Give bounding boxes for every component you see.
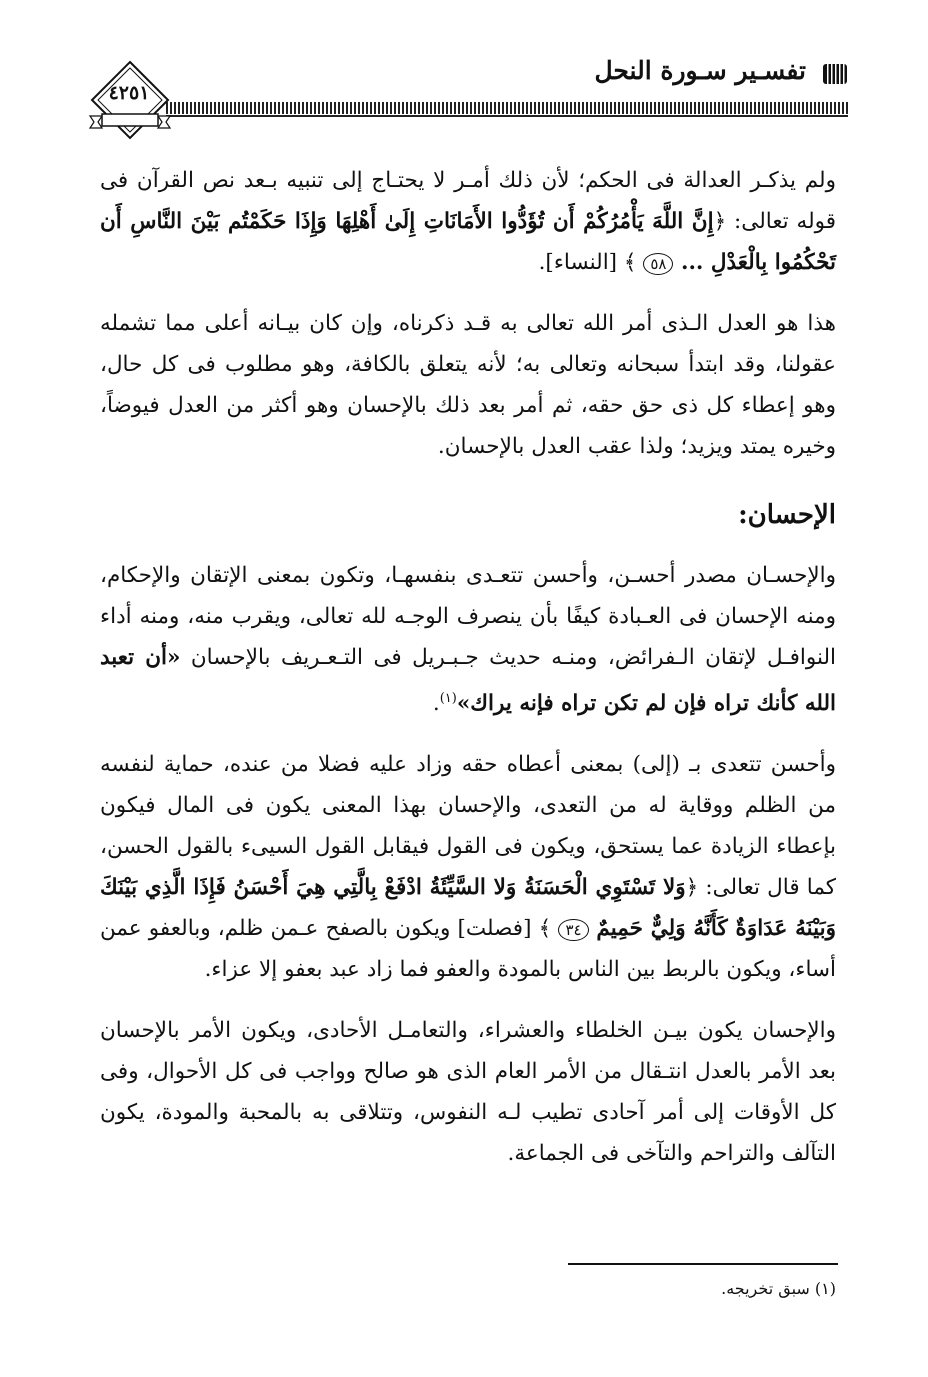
text: وأحسن تتعدى بـ (إلى) بمعنى أعطاه حقه وزاد عليه فضلا من عنده، حماية لنفسه من الظلم ووقاية له من التعدى، والإحسان بهذا المعنى يكون فى المال فيكون بإعطاء الزيادة عما يستحق، ويكون فى القول فيقابل القول السيىء بالقول الحسن، كما قال تعالى: ﴿ [100,752,836,901]
paragraph-5: والإحسان يكون بيـن الخلطاء والعشراء، والتعامـل الأحادى، ويكون الأمر بالإحسان بعد الأمر بالعدل انتـقال من الأمر العام الذى هو صالح وواجب فى كل الأحوال، وفى كل الأوقات إلى أمر آحادى تطيب لـه النفوس، وتتلاقى به بالمحبة والمودة، يكون التآلف والتراحم والتآخى فى الجماعة. [100,1018,836,1167]
header-rule [166,102,848,114]
page-number: ٤٢٥١ [108,82,150,104]
running-title: تفسـير سـورة النحل [594,56,806,85]
paragraph-3 [100,555,836,724]
main-text [100,160,836,1174]
quran-verse: وَلا تَسْتَوِي الْحَسَنَةُ وَلا السَّيِّئَةُ ادْفَعْ بِالَّتِي هِيَ أَحْسَنُ فَإِذَا الَّذِي بَيْنَكَ وَبَيْنَهُ عَدَاوَةٌ كَأَنَّهُ وَلِيٌّ حَمِيمٌ [100,875,836,942]
paragraph-2: هذا هو العدل الـذى أمر الله تعالى به قـد ذكرناه، وإن كان بيـانه أعلى مما تشمله عقولنا، وقد ابتدأ سبحانه وتعالى به؛ لأنه يتعلق بالكافة، وهو مطلوب فى كل حال، وهو إعطاء كل ذى حق حقه، ثم أمر بعد ذلك بالإحسان وهو أكثر من العدل فيوضاً، وخيره يمتد ويزيد؛ ولذا عقب العدل بالإحسان. [100,311,836,459]
text: ﴾ [فصلت] ويكون بالصفح عـمن ظلم، وبالعفو عمن أساء، ويكون بالربط بين الناس بالمودة والعفو فما زاد عبد بعفو إلا عزاء. [100,916,836,983]
paragraph-4 [100,744,836,990]
footnote-rule [568,1263,838,1265]
quran-verse: إِنَّ اللَّهَ يَأْمُرُكُمْ أَن تُؤَدُّوا الأَمَانَاتِ إِلَىٰ أَهْلِهَا وَإِذَا حَكَمْتُم بَيْنَ النَّاسِ أَن تَحْكُمُوا بِالْعَدْلِ ... [100,209,836,275]
ayah-number: ٥٨ [643,253,673,275]
hadith-quote: «أن تعبد الله كأنك تراه فإن لم تكن تراه فإنه يراك» [100,645,836,717]
page-header [88,52,848,142]
ayah-number: ٣٤ [558,919,588,941]
text: ﴾ [النساء]. [538,250,637,275]
footnote-reference[interactable]: (١) [439,691,457,706]
text: ولم يذكـر العدالة فى الحكم؛ لأن ذلك أمـر لا يحتـاج إلى تنبيه بـعد نص القرآن فى قوله تعالى: ﴿ [100,168,837,234]
section-heading: الإحسان: [738,500,836,530]
paragraph-1 [100,160,836,283]
text: والإحسـان مصدر أحسـن، وأحسن تتعـدى بنفسهـا، وتكون بمعنى الإتقان والإحكام، ومنه الإحسان فى العـبادة كيفًا بأن ينصرف الوجـه لله تعالى، ويقرب منه، ومنه أداء النوافـل لإتقان الـفرائض، ومنـه حديث جـبـريل فى التـعـريف بالإحسان [100,563,836,670]
ornament-icon [822,62,848,86]
text: . [432,691,440,717]
footnote: (١) سبق تخريجه. [721,1279,836,1298]
